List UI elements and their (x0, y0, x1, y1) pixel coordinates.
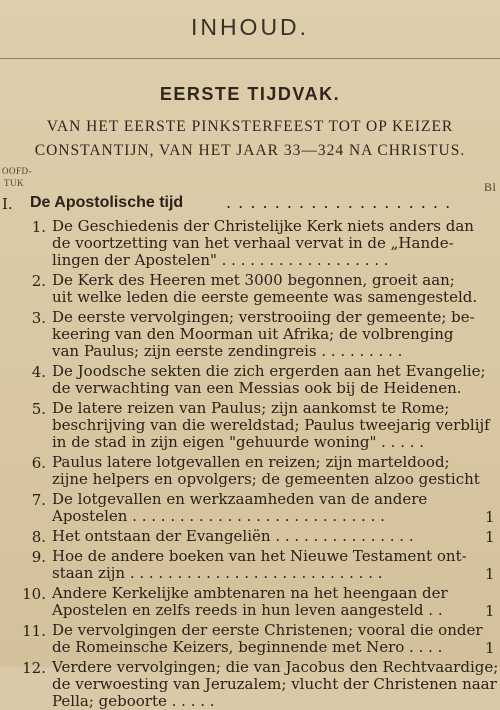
entry-line: De Kerk des Heeren met 3000 begonnen, groeit aan; (52, 271, 455, 289)
entry-line: Het ontstaan der Evangeliën . . . . . . . . . . . . . . . (52, 527, 414, 545)
subtitle-line-1: VAN HET EERSTE PINKSTERFEEST TOT OP KEIZER (46, 118, 454, 135)
chapter-row (0, 192, 500, 216)
entry-number: 8. (31, 528, 46, 546)
entry-line: de voortzetting van het verhaal vervat in de „Hande- (52, 234, 454, 252)
title-rule (0, 58, 500, 59)
chapter-number: I. (2, 195, 13, 213)
entry-line: zijne helpers en opvolgers; de gemeenten alzoo gesticht (52, 470, 480, 488)
entry-line: lingen der Apostelen" . . . . . . . . . . . . . . . . . . (52, 251, 389, 269)
entry-number: 1. (31, 218, 46, 236)
column-head-left-2: TUK (4, 178, 24, 188)
entry-page-number: 1 (485, 639, 495, 657)
column-head-left-1: OOFD- (2, 166, 33, 176)
entry-line: de verwoesting van Jeruzalem; vlucht der Christenen naar (52, 675, 497, 693)
entry-line: Andere Kerkelijke ambtenaren na het heengaan der (52, 584, 448, 602)
entry-number: 12. (22, 659, 46, 677)
entry-page-number: 1 (485, 565, 495, 583)
entry-number: 11. (22, 622, 46, 640)
page-title: INHOUD. (190, 14, 310, 40)
entry-number: 7. (31, 491, 46, 509)
entry-number: 10. (22, 585, 46, 603)
entry-line: uit welke leden die eerste gemeente was samengesteld. (52, 288, 478, 306)
entry-page-number: 1 (485, 508, 495, 526)
entry-line: de verwachting van een Messias ook bij de Heidenen. (52, 379, 462, 397)
column-head-right: Bl (484, 180, 497, 194)
entry-number: 3. (31, 309, 46, 327)
entry-number: 2. (31, 272, 46, 290)
entry-line: Paulus latere lotgevallen en reizen; zijn marteldood; (52, 453, 450, 471)
entry-line: in de stad in zijn eigen "gehuurde woning" . . . . . (52, 433, 425, 451)
entry-line: Pella; geboorte . . . . . (52, 692, 215, 710)
entry-line: de Romeinsche Keizers, beginnende met Nero . . . . (52, 638, 443, 656)
entry-number: 9. (31, 548, 46, 566)
entry-line: De latere reizen van Paulus; zijn aankomst te Rome; (52, 399, 450, 417)
chapter-title: De Apostolische tijd (30, 194, 184, 211)
entry-line: De eerste vervolgingen; verstrooiing der gemeente; be- (52, 308, 475, 326)
entry-line: Verdere vervolgingen; die van Jacobus den Rechtvaardige; (52, 658, 499, 676)
entry-line: Hoe de andere boeken van het Nieuwe Testament ont- (52, 547, 467, 565)
entry-line: De Geschiedenis der Christelijke Kerk niets anders dan (52, 217, 474, 235)
entry-line: beschrijving van die wereldstad; Paulus tweejarig verblijf (52, 416, 490, 434)
entry-number: 5. (31, 400, 46, 418)
entry-page-number: 1 (485, 528, 495, 546)
subtitle-line-2: CONSTANTIJN, VAN HET JAAR 33—324 NA CHRISTUS. (34, 142, 466, 159)
entry-line: van Paulus; zijn eerste zendingreis . . . . . . . . . (52, 342, 403, 360)
entry-page-number: 1 (485, 602, 495, 620)
entry-line: keering van den Moorman uit Afrika; de volbrenging (52, 325, 454, 343)
entry-number: 4. (31, 363, 46, 381)
entry-line: De lotgevallen en werkzaamheden van de andere (52, 490, 428, 508)
chapter-leader-dots: . . . . . . . . . . . . . . . . . . . (226, 193, 452, 212)
entry-line: staan zijn . . . . . . . . . . . . . . . . . . . . . . . . . . . (52, 564, 383, 582)
entry-line: De vervolgingen der eerste Christenen; vooral die onder (52, 621, 483, 639)
entry-number: 6. (31, 454, 46, 472)
entry-line: De Joodsche sekten die zich ergerden aan het Evangelie; (52, 362, 486, 380)
period-heading: EERSTE TIJDVAK. (159, 84, 341, 104)
entry-line: Apostelen en zelfs reeds in hun leven aangesteld . . (52, 601, 443, 619)
entry-line: Apostelen . . . . . . . . . . . . . . . . . . . . . . . . . . . (52, 507, 385, 525)
